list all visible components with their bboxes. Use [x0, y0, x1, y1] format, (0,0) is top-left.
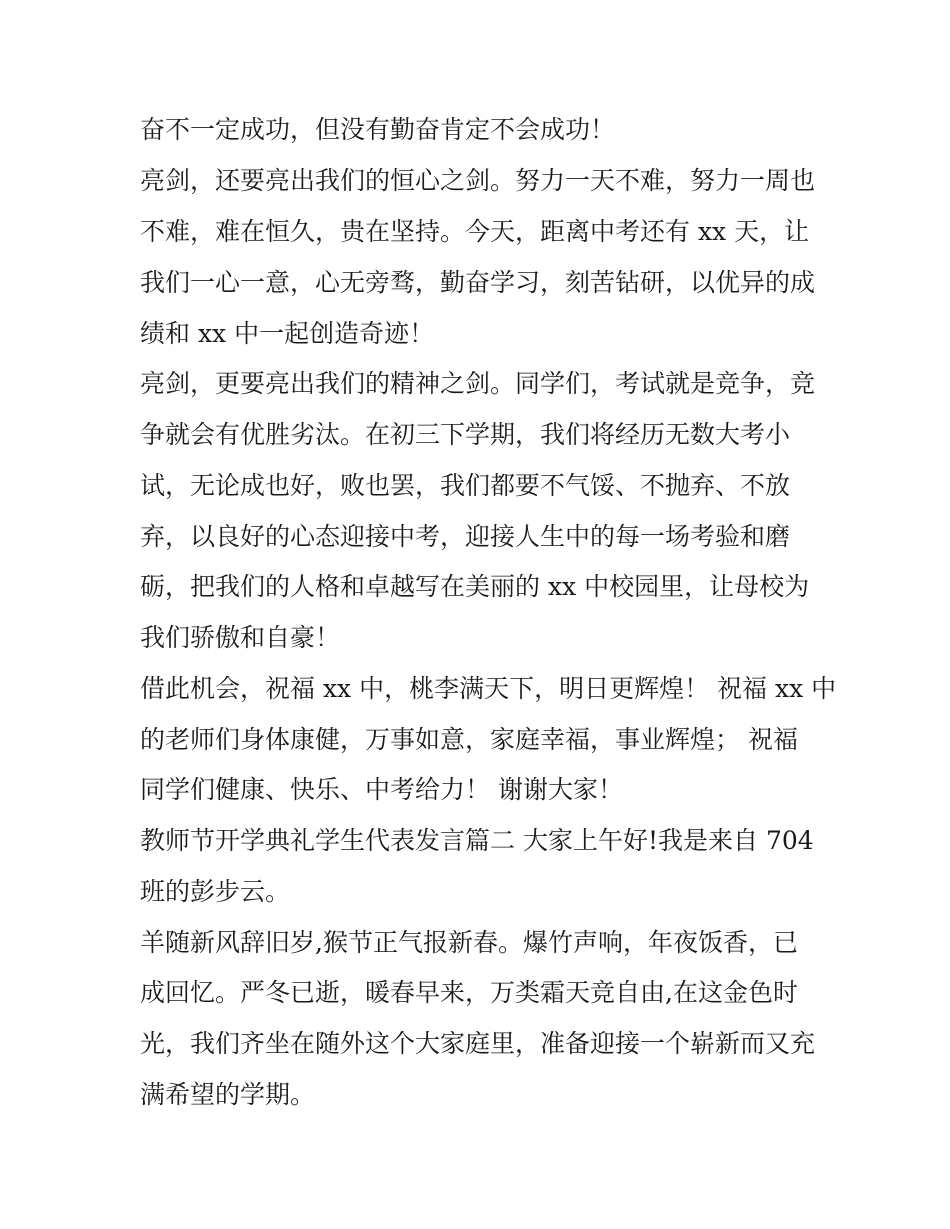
text-line: 绩和 xx 中一起创造奇迹！ — [140, 319, 435, 348]
text-line: 满希望的学期。 — [140, 1080, 316, 1109]
text-line: 亮剑，更要亮出我们的精神之剑。同学们，考试就是竞争，竞 — [140, 369, 816, 398]
text-line: 羊随新风辞旧岁,猴节正气报新春。爆竹声响，年夜饭香，已 — [140, 928, 798, 957]
text-line: 教师节开学典礼学生代表发言篇二 大家上午好!我是来自 704 — [140, 826, 814, 855]
text-line: 的老师们身体康健，万事如意，家庭幸福，事业辉煌； 祝福 — [140, 725, 798, 754]
text-line: 同学们健康、快乐、中考给力！ 谢谢大家！ — [140, 775, 623, 804]
text-line: 试，无论成也好，败也罢，我们都要不气馁、不抛弃、不放 — [140, 471, 791, 500]
text-line: 成回忆。严冬已逝，暖春早来，万类霜天竞自由,在这金色时 — [140, 978, 798, 1007]
text-line: 我们骄傲和自豪！ — [140, 623, 341, 652]
text-line: 光，我们齐坐在随外这个大家庭里，准备迎接一个崭新而又充 — [140, 1029, 816, 1058]
text-line: 争就会有优胜劣汰。在初三下学期，我们将经历无数大考小 — [140, 420, 791, 449]
text-line: 不难，难在恒久，贵在坚持。今天，距离中考还有 xx 天，让 — [140, 217, 810, 246]
text-line: 弃，以良好的心态迎接中考，迎接人生中的每一场考验和磨 — [140, 522, 791, 551]
text-line: 借此机会，祝福 xx 中，桃李满天下，明日更辉煌！ 祝福 xx 中 — [140, 674, 837, 703]
text-line: 我们一心一意，心无旁骛，勤奋学习，刻苦钻研，以优异的成 — [140, 268, 816, 297]
text-line: 班的彭步云。 — [140, 877, 291, 906]
text-line: 奋不一定成功，但没有勤奋肯定不会成功！ — [140, 115, 616, 144]
text-line: 亮剑，还要亮出我们的恒心之剑。努力一天不难，努力一周也 — [140, 166, 816, 195]
text-line: 砺，把我们的人格和卓越写在美丽的 xx 中校园里，让母校为 — [140, 572, 810, 601]
